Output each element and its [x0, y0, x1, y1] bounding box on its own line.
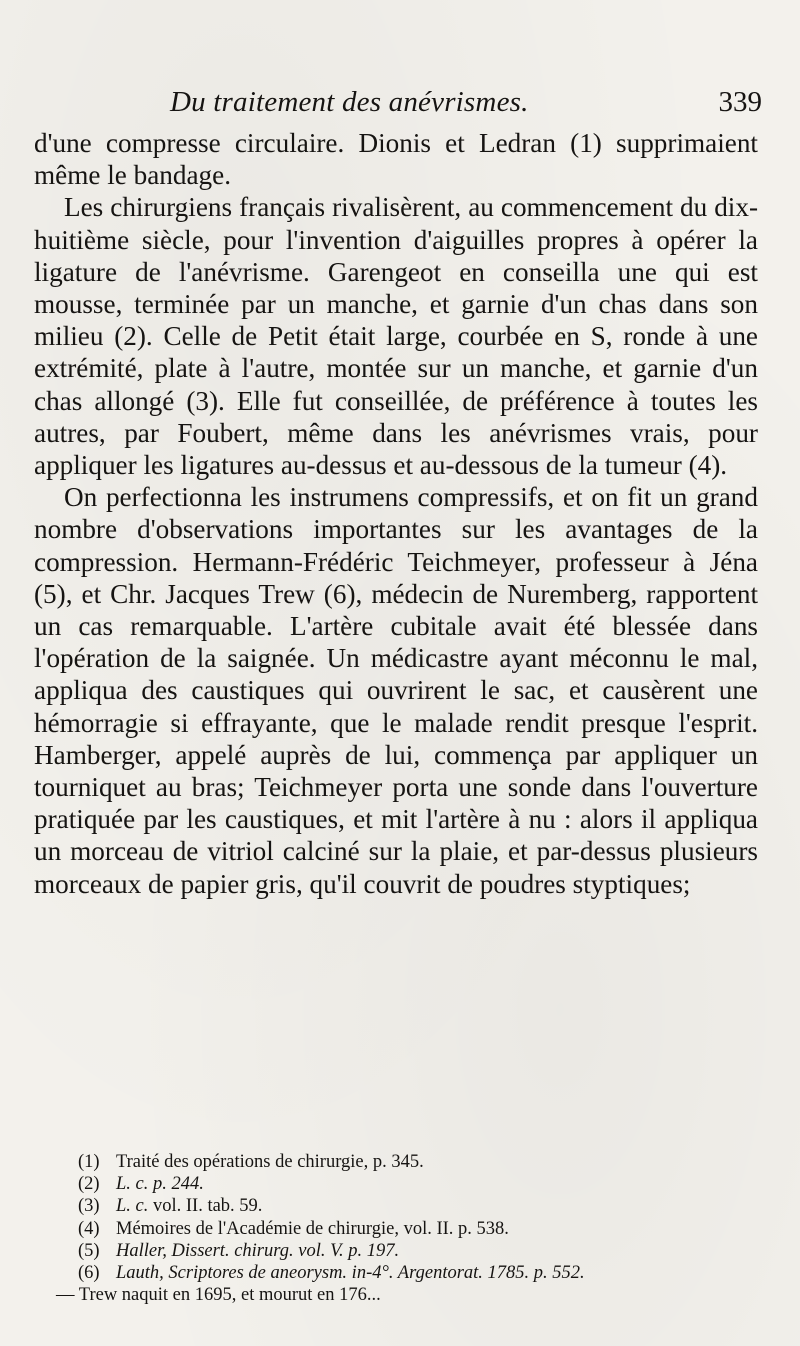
paragraph-continuation: d'une compresse circulaire. Dionis et Ledran (1) supprimaient même le bandage. — [34, 128, 758, 191]
footnote-4 — [78, 1218, 768, 1240]
footnote-number: (3) — [78, 1196, 100, 1217]
footnote-number: (2) — [78, 1174, 100, 1195]
footnote-number: (4) — [78, 1218, 100, 1239]
footnote-text-italic: L. c. — [116, 1196, 149, 1217]
page-number: 339 — [718, 86, 762, 118]
paragraph-compression: On perfectionna les instrumens compressifs, et on fit un grand nombre d'observations importantes sur les avantages de la compression. Hermann-Frédéric Teichmeyer, professeur à Jéna (5), et Chr. Jacques Trew (6), médecin de Nuremberg, rapportent un cas remarquable. L'artère cubitale avait été blessée dans l'opération de la saignée. Un médicastre ayant méconnu le mal, appliqua des caustiques qui ouvrirent le sac, et causèrent une hémorragie si effrayante, que le malade rendit presque l'esprit. Hamberger, appelé auprès de lui, commença par appliquer un tourniquet au bras; Teichmeyer porta une sonde dans l'ouverture pratiquée par les caustiques, et mit l'artère à nu : alors il appliqua un morceau de vitriol calciné sur la plaie, et par-dessus plusieurs morceaux de papier gris, qu'il couvrit de poudres styptiques; — [34, 482, 758, 899]
footnote-text: L. c. p. 244. — [116, 1174, 204, 1195]
running-head: Du traitement des anévrismes. — [170, 86, 529, 118]
footnote-text: Lauth, Scriptores de aneorysm. in-4°. Argentorat. 1785. p. 552. — [116, 1263, 585, 1284]
footnote-number: (5) — [78, 1240, 100, 1261]
footnote-text: vol. II. tab. 59. — [148, 1196, 263, 1217]
footnote-continuation: — Trew naquit en 1695, et mourut en 176... — [56, 1285, 381, 1306]
footnote-text: Traité des opérations de chirurgie, p. 345. — [116, 1152, 424, 1172]
footnote-3 — [78, 1195, 768, 1217]
paragraph-ligature-needles: Les chirurgiens français rivalisèrent, au commencement du dix-huitième siècle, pour l'invention d'aiguilles propres à opérer la ligature de l'anévrisme. Garengeot en conseilla une qui est mousse, terminée par un manche, et garnie d'un chas dans son milieu (2). Celle de Petit était large, courbée en S, ronde à une extrémité, plate à l'autre, montée sur un manche, et garnie d'un chas allongé (3). Elle fut conseillée, de préférence à toutes les autres, par Foubert, même dans les anévrismes vrais, pour appliquer les ligatures au-dessus et au-dessous de la tumeur (4). — [34, 192, 758, 481]
main-text — [34, 127, 758, 900]
footnotes — [56, 1151, 768, 1306]
footnote-5 — [78, 1240, 768, 1262]
footnote-text: Haller, Dissert. chirurg. vol. V. p. 197. — [116, 1240, 400, 1261]
footnote-2 — [78, 1173, 768, 1195]
footnote-6 — [78, 1262, 768, 1284]
page-header — [30, 86, 762, 126]
footnote-text: Mémoires de l'Académie de chirurgie, vol. II. p. 538. — [116, 1218, 509, 1239]
footnote-number: (1) — [78, 1152, 100, 1172]
footnote-1 — [78, 1151, 768, 1173]
footnote-number: (6) — [78, 1263, 100, 1284]
